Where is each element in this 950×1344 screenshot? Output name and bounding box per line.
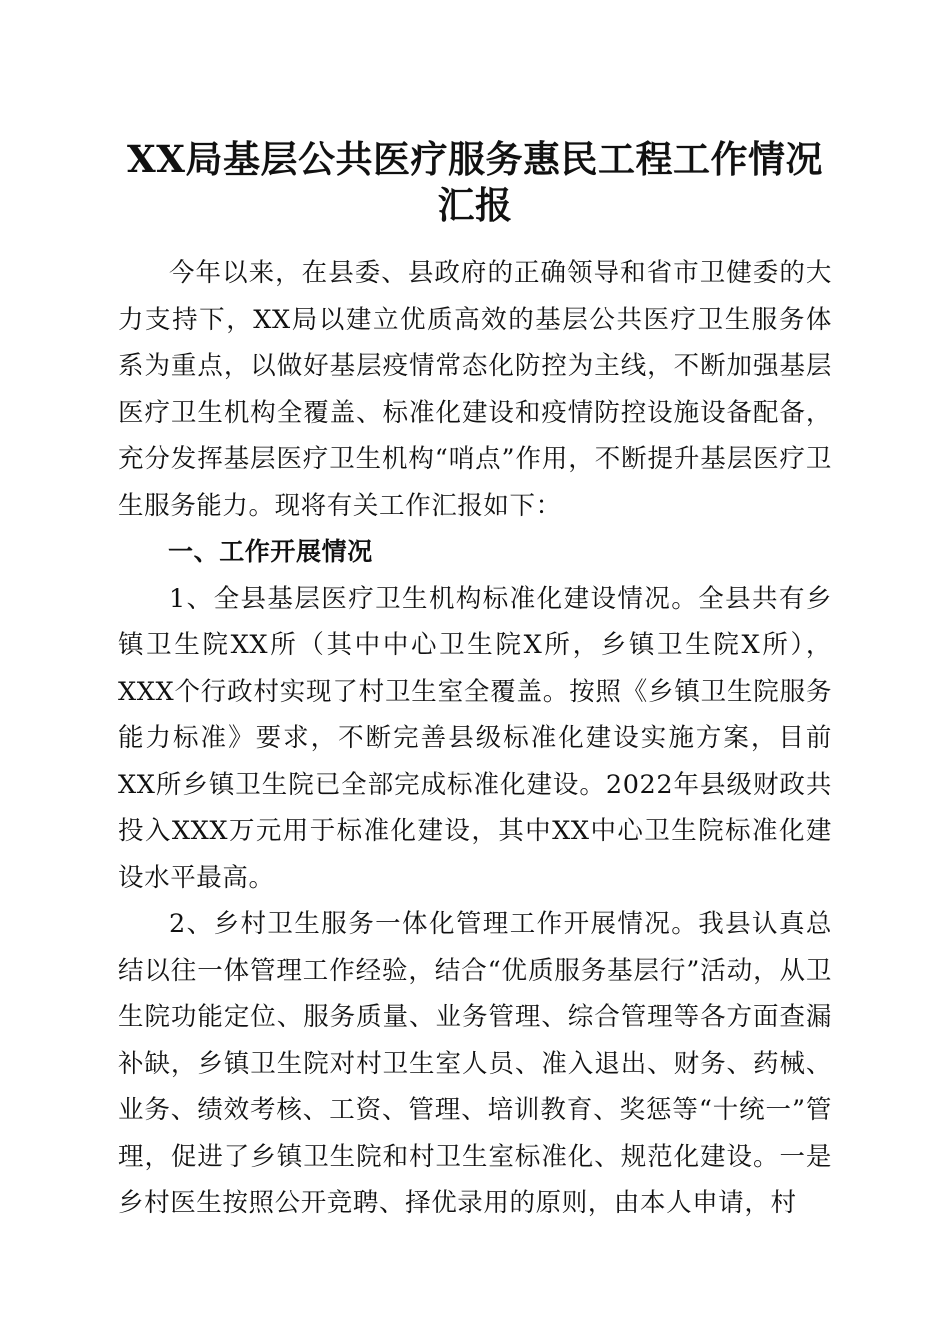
document-body [118,250,832,1227]
intro-paragraph: 今年以来，在县委、县政府的正确领导和省市卫健委的大力支持下，XX局以建立优质高效的基层公共医疗卫生服务体系为重点，以做好基层疫情常态化防控为主线，不断加强基层医疗卫生机构全覆盖、标准化建设和疫情防控设施设备配备，充分发挥基层医疗卫生机构“哨点”作用，不断提升基层医疗卫生服务能力。现将有关工作汇报如下： [118,258,832,521]
paragraph-1: 1、全县基层医疗卫生机构标准化建设情况。全县共有乡镇卫生院XX所（其中中心卫生院X所，乡镇卫生院X所），XXX个行政村实现了村卫生室全覆盖。按照《乡镇卫生院服务能力标准》要求，不断完善县级标准化建设实施方案，目前XX所乡镇卫生院已全部完成标准化建设。2022年县级财政共投入XXX万元用于标准化建设，其中XX中心卫生院标准化建设水平最高。 [118,583,832,893]
paragraph-2: 2、乡村卫生服务一体化管理工作开展情况。我县认真总结以往一体管理工作经验，结合“优质服务基层行”活动，从卫生院功能定位、服务质量、业务管理、综合管理等各方面查漏补缺，乡镇卫生院对村卫生室人员、准入退出、财务、药械、业务、绩效考核、工资、管理、培训教育、奖惩等“十统一”管理，促进了乡镇卫生院和村卫生室标准化、规范化建设。一是乡村医生按照公开竞聘、择优录用的原则，由本人申请，村 [118,909,832,1218]
section-heading: 一、工作开展情况 [168,537,373,566]
document-title: XX局基层公共医疗服务惠民工程工作情况汇报 [127,137,823,227]
